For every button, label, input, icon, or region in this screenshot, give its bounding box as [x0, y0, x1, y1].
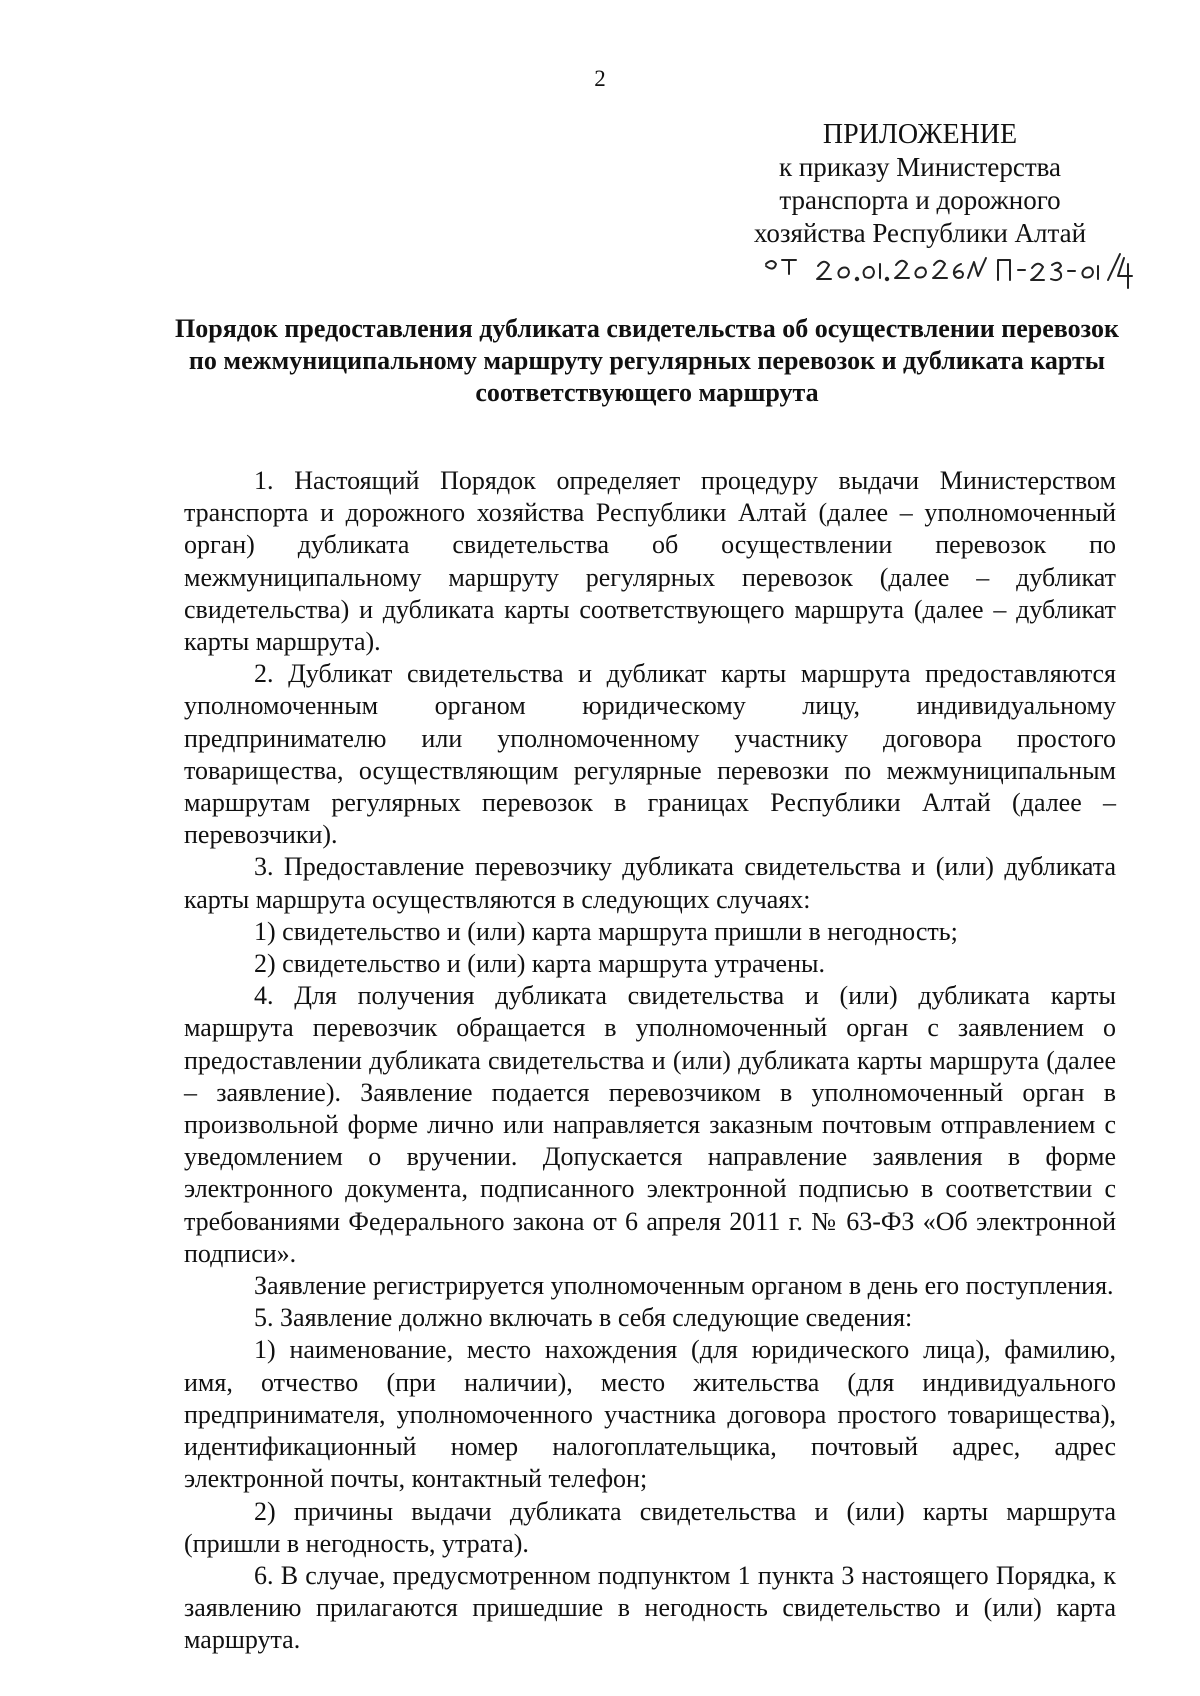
document-title: Порядок предоставления дубликата свидетельства об осуществлении перевозок по межмуниципальному маршруту регулярных перевозок и дубликата карты соответствующего маршрута	[175, 314, 1119, 407]
page-number: 2	[594, 66, 606, 91]
paragraph: 2) причины выдачи дубликата свидетельства и (или) карты маршрута (пришли в негодность, утрата).	[184, 1496, 1116, 1558]
appendix-line: хозяйства Республики Алтай	[753, 218, 1087, 248]
paragraph: 6. В случае, предусмотренном подпунктом 1 пункта 3 настоящего Порядка, к заявлению прилагаются пришедшие в негодность свидетельство и (или) карта маршрута.	[184, 1560, 1116, 1655]
paragraph: 1) свидетельство и (или) карта маршрута пришли в негодность;	[254, 916, 958, 946]
paragraph: 3. Предоставление перевозчику дубликата свидетельства и (или) дубликата карты маршрута осуществляются в следующих случаях:	[184, 852, 1116, 914]
appendix-line: к приказу Министерства	[778, 152, 1062, 182]
handwritten-order-number	[762, 252, 1142, 294]
paragraph: 1. Настоящий Порядок определяет процедуру выдачи Министерством транспорта и дорожного хозяйства Республики Алтай (далее – уполномоченный орган) дубликата свидетельства об осуществлении перевозок по межмуниципальному маршруту регулярных перевозок (далее – дубликат свидетельства) и дубликата карты соответствующего маршрута (далее – дубликат карты маршрута).	[184, 466, 1116, 657]
appendix-line: транспорта и дорожного	[779, 185, 1061, 215]
appendix-heading: ПРИЛОЖЕНИЕ	[822, 119, 1018, 150]
paragraph: 4. Для получения дубликата свидетельства и (или) дубликата карты маршрута перевозчик обращается в уполномоченный орган с заявлением о предоставлении дубликата свидетельства и (или) дубликата карты маршрута (далее – заявление). Заявление подается перевозчиком в уполномоченный орган в произвольной форме лично или направляется заказным почтовым отправлением с уведомлением о вручении. Допускается направление заявления в форме электронного документа, подписанного электронной подписью в соответствии с требованиями Федерального закона от 6 апреля 2011 г. № 63-ФЗ «Об электронной подписи».	[184, 981, 1116, 1268]
paragraph: Заявление регистрируется уполномоченным органом в день его поступления.	[254, 1271, 1114, 1301]
paragraph: 1) наименование, место нахождения (для юридического лица), фамилию, имя, отчество (при наличии), место жительства (для индивидуального предпринимателя, уполномоченного участника договора простого товарищества), идентификационный номер налогоплательщика, почтовый адрес, адрес электронной почты, контактный телефон;	[184, 1335, 1116, 1494]
appendix-block	[720, 118, 1120, 250]
paragraph: 5. Заявление должно включать в себя следующие сведения:	[254, 1303, 913, 1333]
document-body	[184, 465, 1116, 1657]
paragraph: 2) свидетельство и (или) карта маршрута утрачены.	[254, 949, 825, 979]
paragraph: 2. Дубликат свидетельства и дубликат карты маршрута предоставляются уполномоченным органом юридическому лицу, индивидуальному предпринимателю или уполномоченному участнику договора простого товарищества, осуществляющим регулярные перевозки по межмуниципальным маршрутам регулярных перевозок в границах Республики Алтай (далее – перевозчики).	[184, 659, 1116, 850]
